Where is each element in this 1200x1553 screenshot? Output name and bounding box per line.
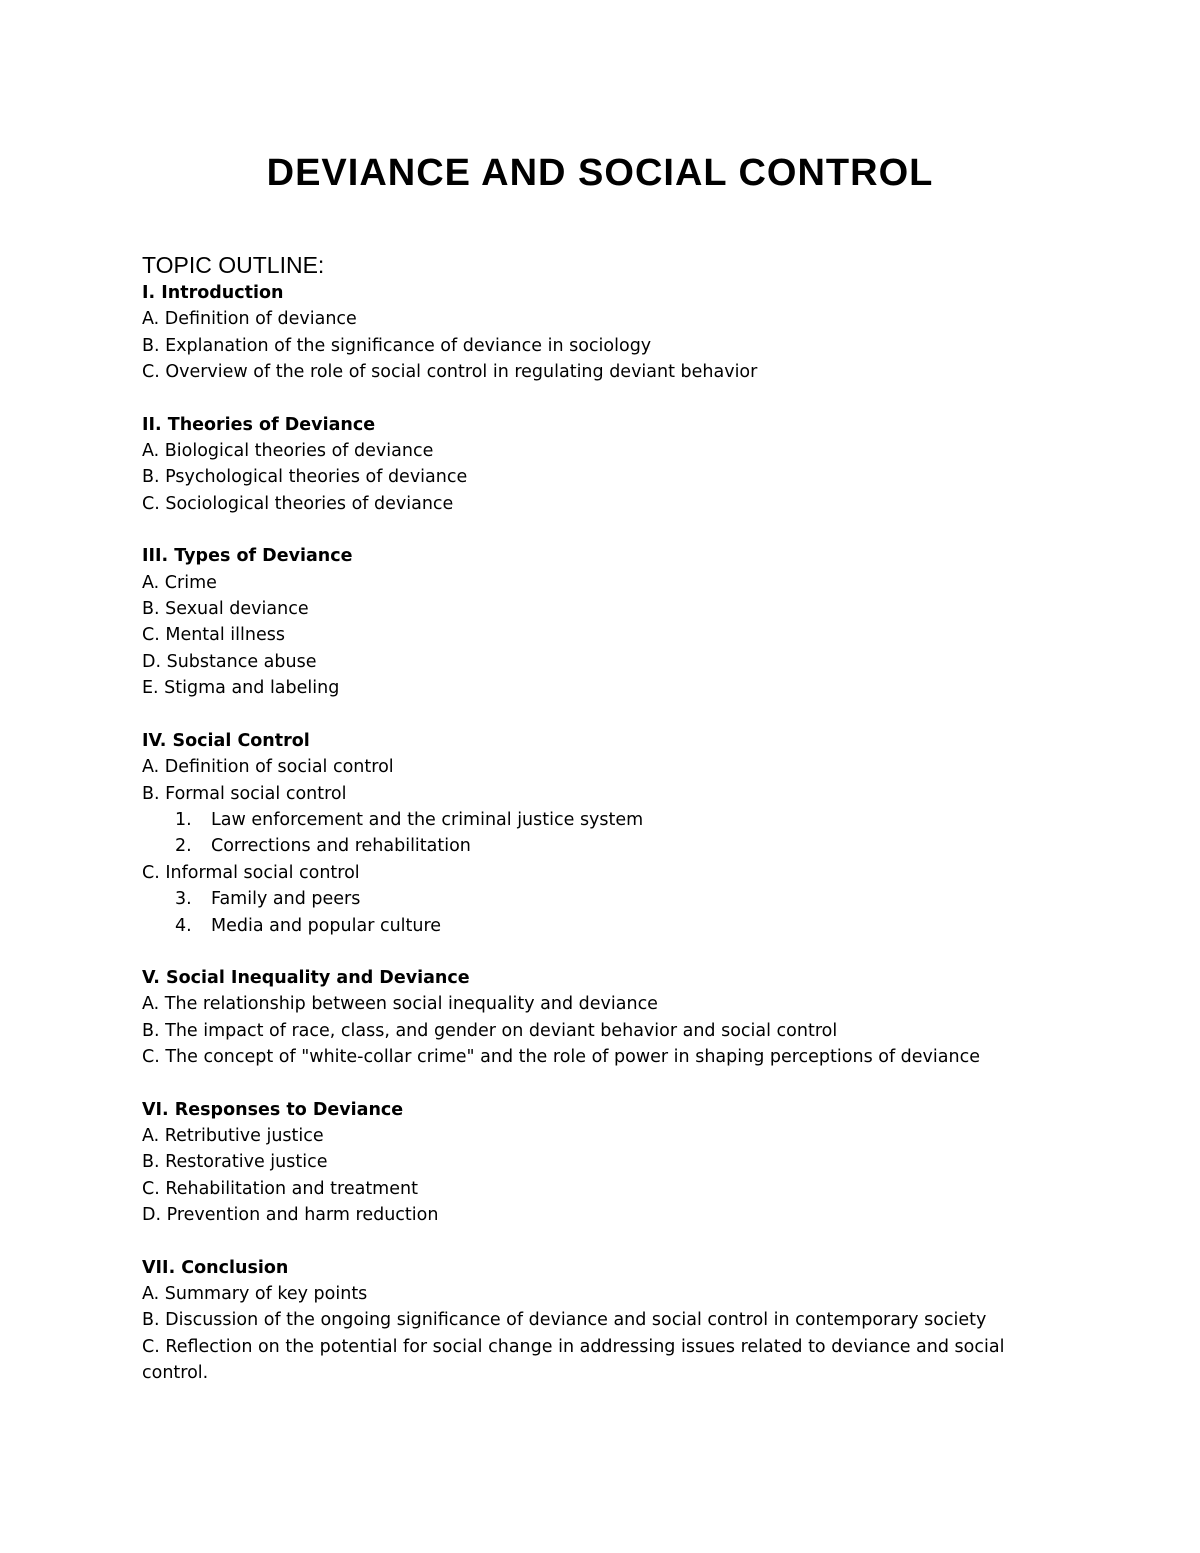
outline-item: C. Informal social control: [142, 862, 360, 883]
topic-outline: [142, 250, 1022, 1387]
section-social-inequality-and-deviance: [142, 965, 1022, 1071]
outline-item: D. Prevention and harm reduction: [142, 1205, 439, 1226]
section-theories-of-deviance: [142, 412, 1022, 518]
section-heading: III. Types of Deviance: [142, 546, 353, 567]
subitem-text: Law enforcement and the criminal justice system: [211, 809, 644, 830]
outline-item: B. Restorative justice: [142, 1152, 328, 1173]
numbered-subitem: [142, 913, 1022, 939]
numbered-subitem: [142, 833, 1022, 859]
outline-item: A. Crime: [142, 572, 217, 593]
subitem-number: 3.: [175, 889, 192, 910]
outline-item: A. Retributive justice: [142, 1125, 324, 1146]
outline-item: D. Substance abuse: [142, 651, 317, 672]
section-types-of-deviance: [142, 543, 1022, 701]
outline-item: C. Reflection on the potential for social change in addressing issues related to deviance and social control.: [142, 1336, 1005, 1384]
section-introduction: [142, 280, 1022, 386]
outline-item: B. Sexual deviance: [142, 599, 309, 620]
outline-item: B. The impact of race, class, and gender on deviant behavior and social control: [142, 1020, 838, 1041]
outline-item: A. The relationship between social inequality and deviance: [142, 994, 658, 1015]
outline-item: C. Mental illness: [142, 625, 285, 646]
section-social-control: [142, 728, 1022, 939]
section-heading: VII. Conclusion: [142, 1257, 289, 1278]
outline-item: A. Definition of social control: [142, 757, 394, 778]
section-responses-to-deviance: [142, 1097, 1022, 1229]
outline-item: B. Psychological theories of deviance: [142, 467, 468, 488]
subitem-number: 1.: [175, 809, 192, 830]
outline-item: B. Explanation of the significance of deviance in sociology: [142, 335, 652, 356]
section-conclusion: [142, 1255, 1022, 1387]
section-heading: II. Theories of Deviance: [142, 414, 376, 435]
outline-item: A. Definition of deviance: [142, 309, 357, 330]
outline-item: A. Biological theories of deviance: [142, 441, 434, 462]
outline-item: C. Overview of the role of social control in regulating deviant behavior: [142, 362, 758, 383]
subitem-text: Corrections and rehabilitation: [211, 836, 471, 857]
outline-item: C. The concept of "white-collar crime" and the role of power in shaping perceptions of deviance: [142, 1047, 980, 1068]
outline-item: B. Discussion of the ongoing significance of deviance and social control in contemporary society: [142, 1310, 987, 1331]
section-heading: IV. Social Control: [142, 730, 310, 751]
document-title: DEVIANCE AND SOCIAL CONTROL: [266, 152, 934, 194]
outline-item: E. Stigma and labeling: [142, 678, 340, 699]
outline-item: C. Sociological theories of deviance: [142, 493, 454, 514]
section-heading: I. Introduction: [142, 283, 284, 303]
outline-label: TOPIC OUTLINE:: [142, 252, 325, 278]
section-heading: V. Social Inequality and Deviance: [142, 967, 470, 988]
numbered-subitem: [142, 807, 1022, 833]
outline-item: A. Summary of key points: [142, 1284, 368, 1304]
section-heading: VI. Responses to Deviance: [142, 1099, 404, 1120]
subitem-text: Family and peers: [211, 889, 361, 910]
subitem-text: Media and popular culture: [211, 915, 442, 936]
numbered-subitem: [142, 886, 1022, 912]
subitem-number: 2.: [175, 836, 192, 857]
subitem-number: 4.: [175, 915, 192, 936]
outline-item: C. Rehabilitation and treatment: [142, 1178, 418, 1199]
outline-item: B. Formal social control: [142, 783, 347, 804]
